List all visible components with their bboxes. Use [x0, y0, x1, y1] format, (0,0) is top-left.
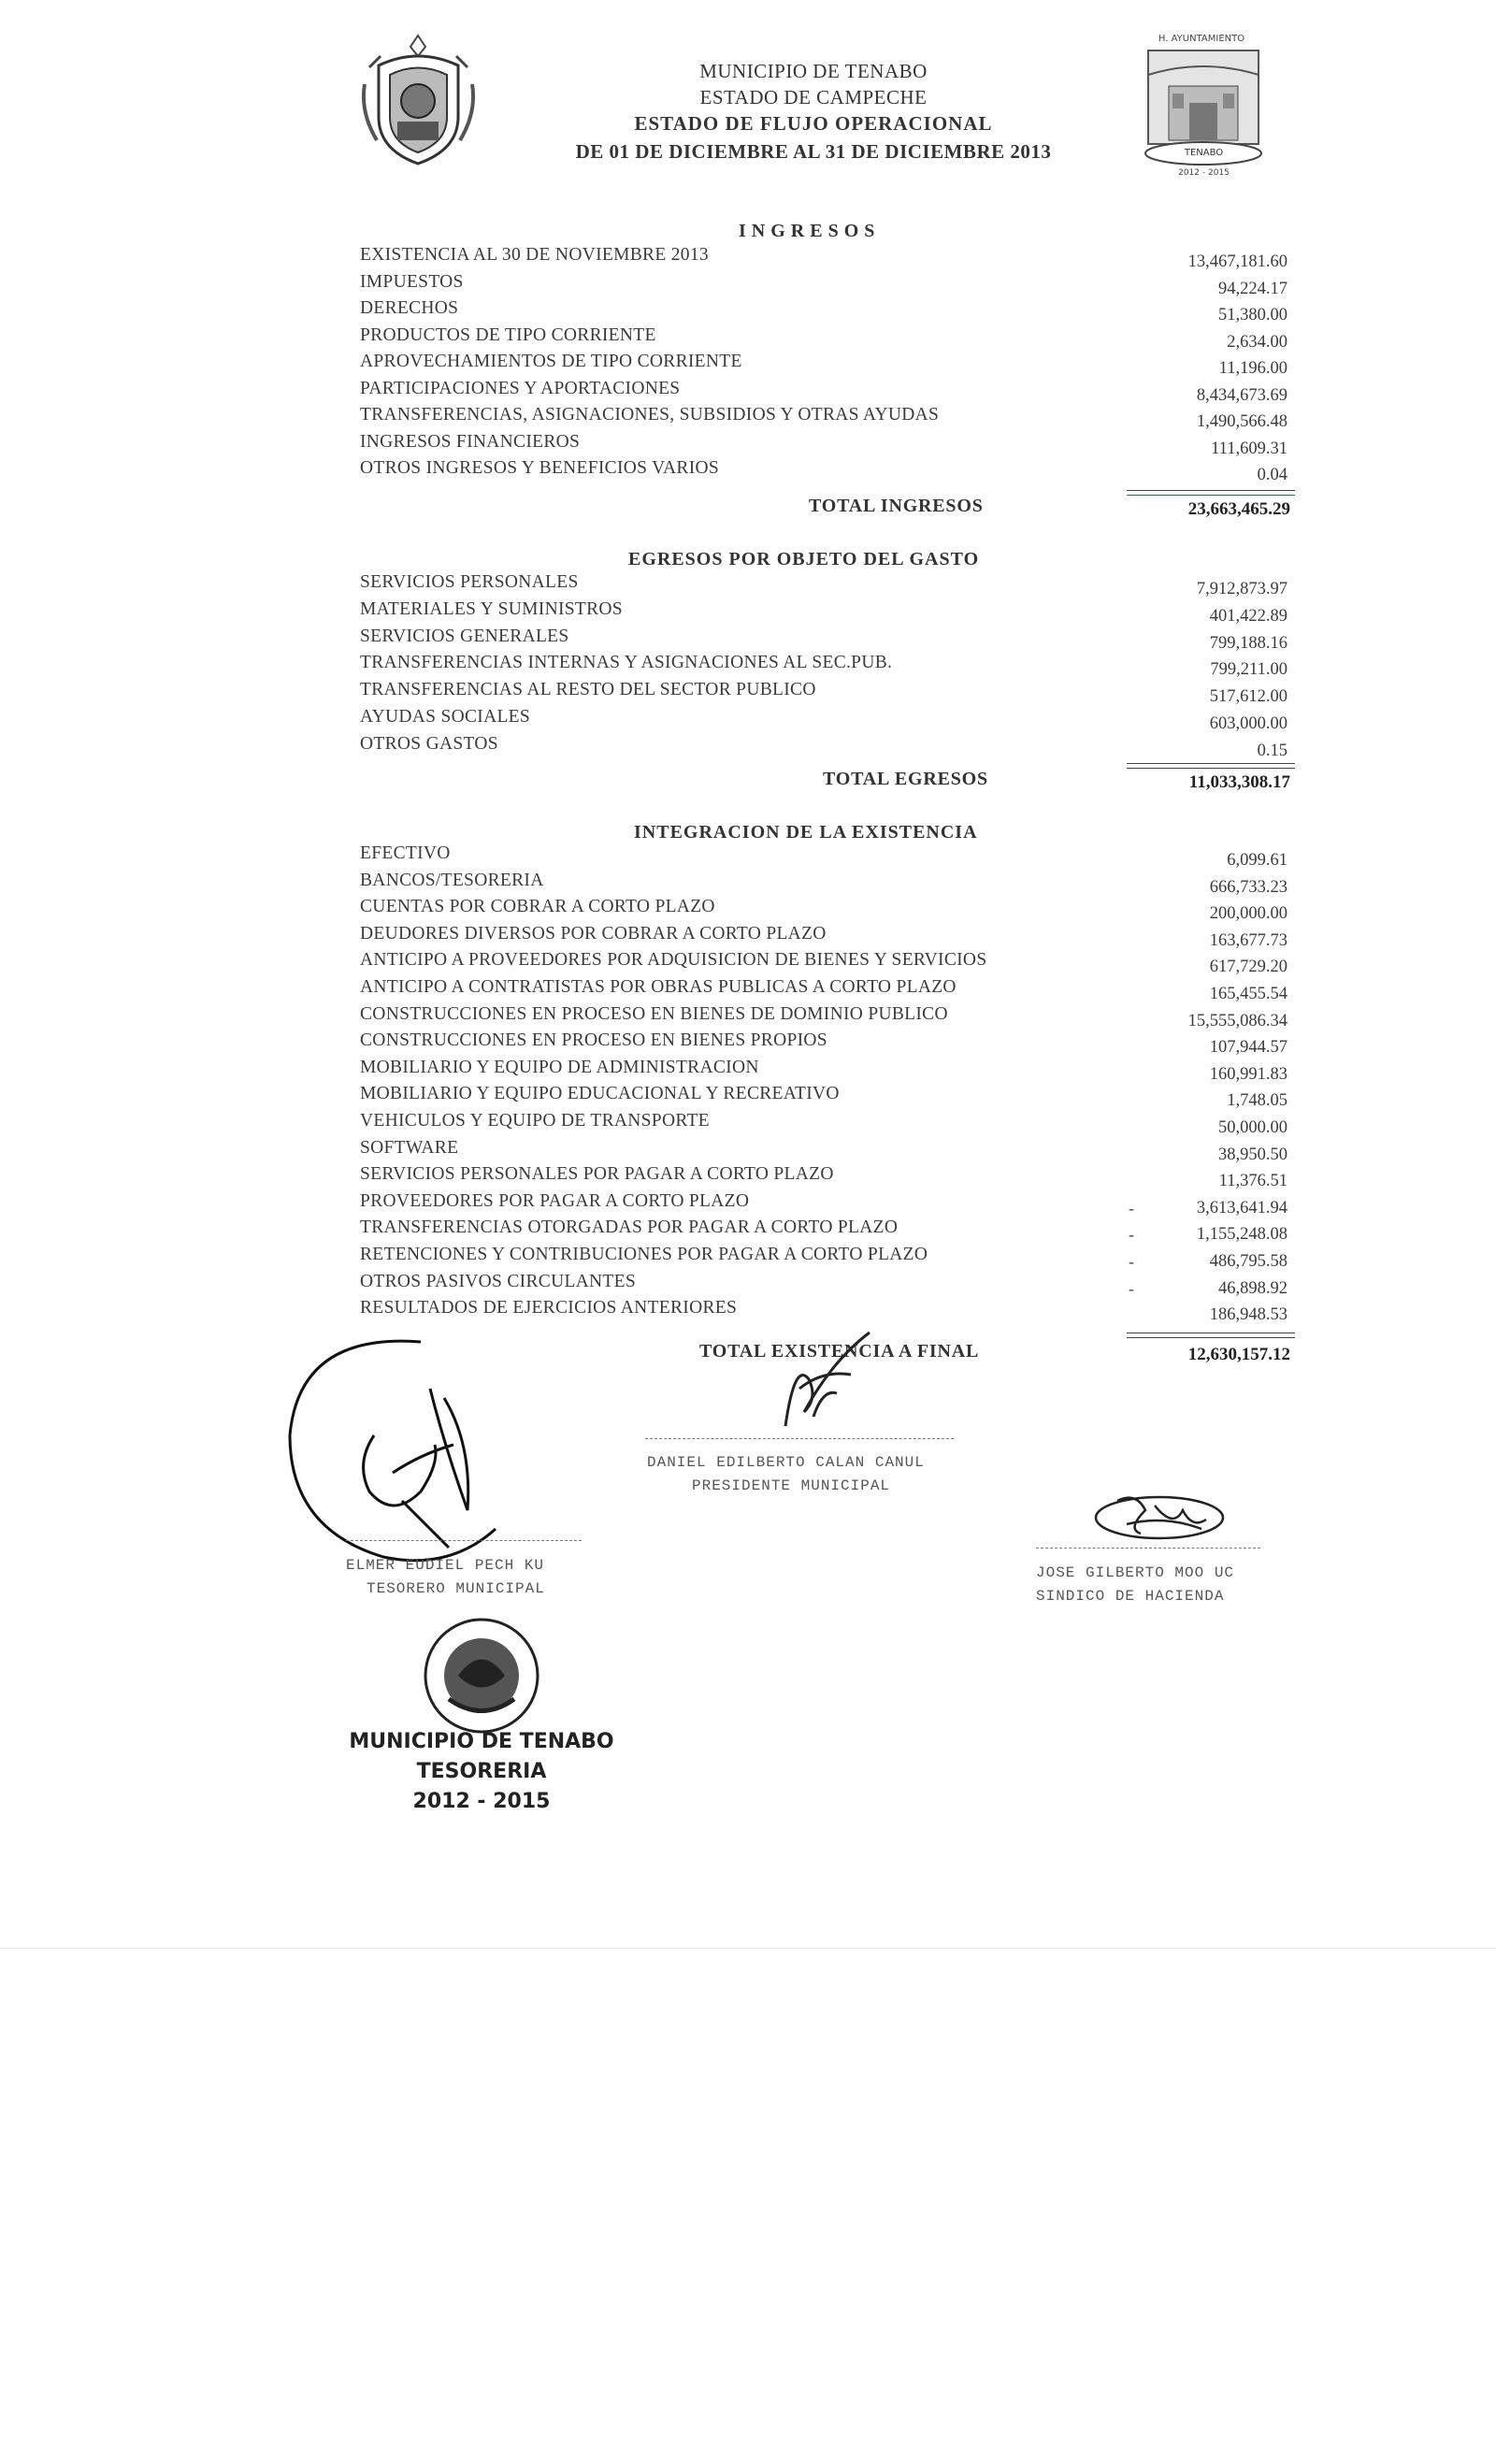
existencia-row-label: RESULTADOS DE EJERCICIOS ANTERIORES [360, 1298, 738, 1318]
ingresos-row-label: DERECHOS [360, 298, 459, 318]
ingresos-row-amount: 13,467,181.60 [1187, 252, 1287, 271]
document-period: DE 01 DE DICIEMBRE AL 31 DE DICIEMBRE 2013 [575, 140, 1052, 163]
existencia-row-sign: - [1129, 1225, 1134, 1245]
existencia-row-label: MOBILIARIO Y EQUIPO EDUCACIONAL Y RECREATIVO [360, 1084, 840, 1104]
coat-of-arms-icon [360, 28, 477, 168]
total-existencia-label: TOTAL EXISTENCIA A FINAL [699, 1341, 980, 1362]
total-ingresos-amount: 23,663,465.29 [1187, 499, 1290, 519]
existencia-row-label: DEUDORES DIVERSOS POR COBRAR A CORTO PLAZO [360, 923, 827, 944]
existencia-row-sign: - [1129, 1252, 1134, 1271]
total-ingresos-label: TOTAL INGRESOS [809, 496, 984, 516]
existencia-row-amount: 165,455.54 [1209, 985, 1287, 1003]
total-egresos-label: TOTAL EGRESOS [823, 769, 988, 789]
egresos-row-label: OTROS GASTOS [360, 733, 498, 754]
existencia-row-amount: 1,748.05 [1227, 1091, 1287, 1111]
sindico-title: SINDICO DE HACIENDA [1036, 1588, 1225, 1605]
egresos-row-amount: 401,422.89 [1209, 606, 1287, 626]
existencia-row-label: OTROS PASIVOS CIRCULANTES [360, 1271, 637, 1291]
tesorero-signature [280, 1333, 561, 1576]
ayuntamiento-years: 2012 - 2015 [1178, 168, 1230, 178]
stamp-years: 2012 - 2015 [412, 1790, 551, 1813]
existencia-row-label: SERVICIOS PERSONALES POR PAGAR A CORTO PLAZO [360, 1164, 834, 1185]
existencia-row-label: ANTICIPO A PROVEEDORES POR ADQUISICION DE BIENES Y SERVICIOS [360, 950, 987, 971]
ingresos-row-amount: 51,380.00 [1218, 306, 1287, 324]
egresos-row-amount: 603,000.00 [1209, 714, 1287, 733]
ingresos-row-label: PARTICIPACIONES Y APORTACIONES [360, 378, 681, 398]
page-divider [0, 1948, 1496, 1949]
total-existencia-amount: 12,630,157.12 [1187, 1345, 1290, 1364]
existencia-row-amount: 3,613,641.94 [1196, 1198, 1287, 1218]
existencia-row-amount: 38,950.50 [1218, 1145, 1287, 1164]
stamp-municipality: MUNICIPIO DE TENABO [349, 1730, 614, 1753]
existencia-row-amount: 46,898.92 [1218, 1278, 1287, 1298]
national-seal-icon [416, 1610, 547, 1741]
existencia-row-amount: 617,729.20 [1209, 958, 1287, 977]
stamp-tesoreria: TESORERIA [416, 1760, 547, 1783]
sindico-name: JOSE GILBERTO MOO UC [1036, 1564, 1235, 1581]
existencia-row-amount: 6,099.61 [1227, 851, 1287, 870]
ingresos-row-label: EXISTENCIA AL 30 DE NOVIEMBRE 2013 [360, 245, 709, 265]
existencia-row-label: SOFTWARE [360, 1137, 459, 1158]
ingresos-row-amount: 1,490,566.48 [1196, 412, 1287, 431]
ingresos-rule [1127, 490, 1295, 491]
existencia-row-amount: 163,677.73 [1209, 930, 1287, 950]
ingresos-row-label: PRODUCTOS DE TIPO CORRIENTE [360, 324, 656, 345]
existencia-row-label: TRANSFERENCIAS OTORGADAS POR PAGAR A CORTO PLAZO [360, 1218, 899, 1238]
existencia-row-label: CONSTRUCCIONES EN PROCESO EN BIENES DE DOMINIO PUBLICO [360, 1003, 948, 1024]
existencia-row-label: EFECTIVO [360, 843, 451, 863]
ayuntamiento-label: H. AYUNTAMIENTO [1158, 34, 1245, 44]
existencia-row-amount: 486,795.58 [1209, 1252, 1287, 1271]
existencia-row-amount: 11,376.51 [1218, 1172, 1287, 1191]
egresos-row-amount: 7,912,873.97 [1196, 580, 1287, 598]
existencia-row-sign: - [1129, 1198, 1134, 1218]
state-name: ESTADO DE CAMPECHE [699, 86, 928, 108]
document-title: ESTADO DE FLUJO OPERACIONAL [634, 112, 993, 135]
ingresos-row-label: INGRESOS FINANCIEROS [360, 431, 581, 452]
existencia-row-label: ANTICIPO A CONTRATISTAS POR OBRAS PUBLICAS A CORTO PLAZO [360, 977, 957, 997]
presidente-signature [767, 1323, 888, 1435]
egresos-row-label: SERVICIOS GENERALES [360, 626, 569, 646]
egresos-rule-double [1127, 768, 1295, 769]
existencia-row-label: RETENCIONES Y CONTRIBUCIONES POR PAGAR A CORTO PLAZO [360, 1245, 928, 1264]
existencia-row-label: PROVEEDORES POR PAGAR A CORTO PLAZO [360, 1190, 750, 1211]
ingresos-row-label: OTROS INGRESOS Y BENEFICIOS VARIOS [360, 458, 720, 478]
egresos-row-amount: 799,211.00 [1210, 660, 1287, 680]
existencia-row-label: VEHICULOS Y EQUIPO DE TRANSPORTE [360, 1111, 710, 1131]
existencia-row-label: CUENTAS POR COBRAR A CORTO PLAZO [360, 897, 715, 917]
ayuntamiento-name: TENABO [1184, 148, 1224, 158]
presidente-signature-line [645, 1438, 954, 1439]
existencia-row-label: CONSTRUCCIONES EN PROCESO EN BIENES PROPIOS [360, 1030, 827, 1051]
egresos-row-label: MATERIALES Y SUMINISTROS [360, 598, 623, 619]
ingresos-row-amount: 0.04 [1257, 466, 1287, 484]
ingresos-row-label: TRANSFERENCIAS, ASIGNACIONES, SUBSIDIOS Y OTRAS AYUDAS [360, 405, 940, 425]
existencia-row-label: MOBILIARIO Y EQUIPO DE ADMINISTRACION [360, 1057, 759, 1077]
existencia-row-sign: - [1129, 1278, 1134, 1298]
egresos-row-amount: 0.15 [1257, 741, 1287, 760]
ingresos-row-amount: 11,196.00 [1218, 359, 1287, 378]
tesorero-title: TESORERO MUNICIPAL [367, 1580, 545, 1597]
egresos-title: EGRESOS POR OBJETO DEL GASTO [628, 549, 980, 569]
tesorero-name: ELMER EUDIEL PECH KU [346, 1557, 545, 1574]
ingresos-row-amount: 111,609.31 [1211, 439, 1287, 458]
existencia-row-label: BANCOS/TESORERIA [360, 870, 544, 890]
ingresos-title: INGRESOS [739, 221, 881, 241]
egresos-rule [1127, 763, 1295, 764]
existencia-row-amount: 666,733.23 [1209, 877, 1287, 897]
existencia-row-amount: 50,000.00 [1218, 1118, 1287, 1137]
presidente-title: PRESIDENTE MUNICIPAL [692, 1477, 891, 1494]
egresos-row-label: TRANSFERENCIAS INTERNAS Y ASIGNACIONES AL SEC.PUB. [360, 653, 893, 673]
ingresos-rule-double [1127, 495, 1295, 496]
ingresos-row-label: IMPUESTOS [360, 271, 464, 292]
existencia-row-amount: 186,948.53 [1209, 1305, 1287, 1325]
existencia-row-amount: 200,000.00 [1209, 904, 1287, 924]
presidente-name: DANIEL EDILBERTO CALAN CANUL [647, 1454, 925, 1471]
ingresos-row-label: APROVECHAMIENTOS DE TIPO CORRIENTE [360, 352, 742, 371]
existencia-row-amount: 1,155,248.08 [1196, 1225, 1287, 1245]
sindico-signature-line [1036, 1548, 1260, 1549]
sindico-signature [1089, 1482, 1230, 1548]
egresos-row-amount: 799,188.16 [1209, 633, 1287, 653]
municipality-name: MUNICIPIO DE TENABO [699, 60, 928, 82]
egresos-row-label: TRANSFERENCIAS AL RESTO DEL SECTOR PUBLICO [360, 680, 816, 700]
egresos-row-label: SERVICIOS PERSONALES [360, 572, 579, 592]
existencia-row-amount: 15,555,086.34 [1187, 1011, 1287, 1030]
ingresos-row-amount: 94,224.17 [1218, 279, 1287, 298]
egresos-row-amount: 517,612.00 [1209, 687, 1287, 707]
ingresos-row-amount: 8,434,673.69 [1196, 385, 1287, 405]
ingresos-row-amount: 2,634.00 [1227, 332, 1287, 352]
existencia-row-amount: 107,944.57 [1209, 1038, 1287, 1058]
total-egresos-amount: 11,033,308.17 [1188, 772, 1290, 792]
existencia-title: INTEGRACION DE LA EXISTENCIA [634, 822, 978, 843]
tesorero-signature-line [346, 1540, 582, 1541]
egresos-row-label: AYUDAS SOCIALES [360, 707, 531, 727]
existencia-row-amount: 160,991.83 [1209, 1064, 1287, 1084]
existencia-rule-double [1127, 1337, 1295, 1338]
